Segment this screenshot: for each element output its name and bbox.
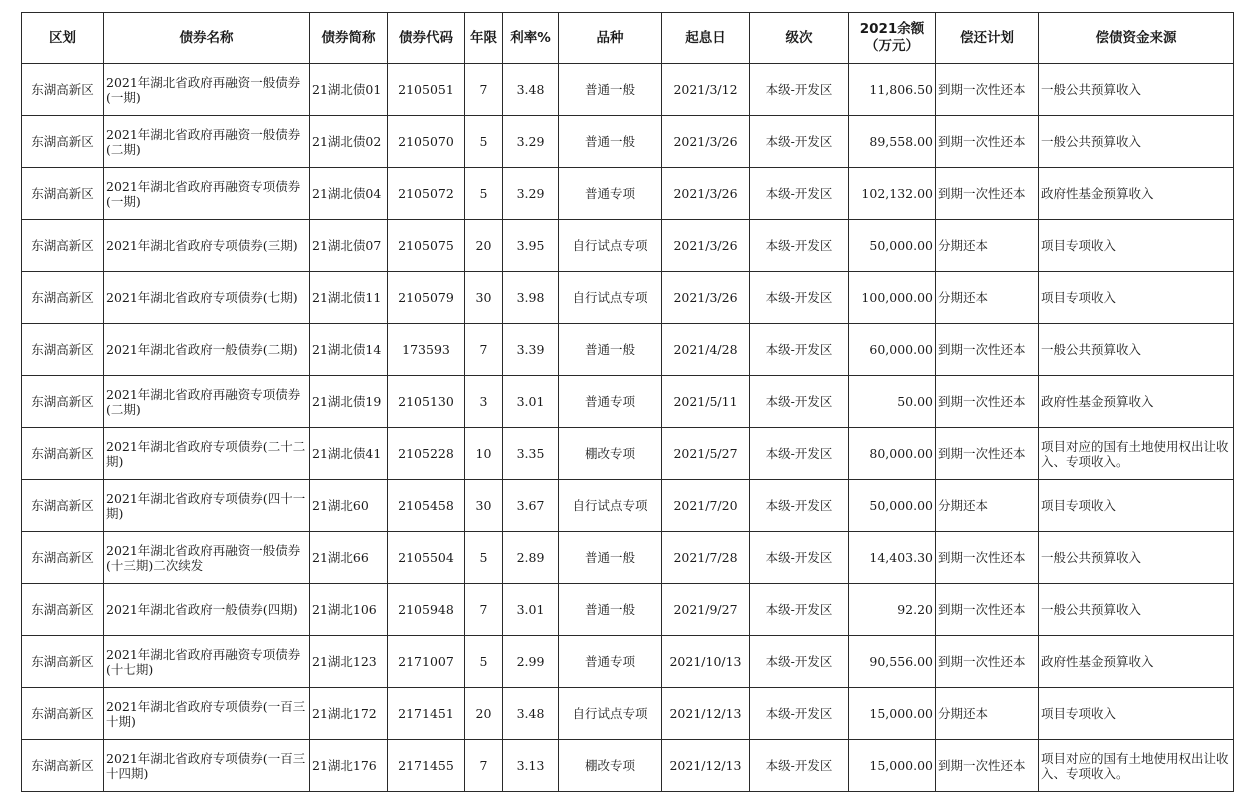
cell-bond-name: 2021年湖北省政府一般债券(二期) <box>104 324 310 376</box>
cell-level: 本级-开发区 <box>750 116 849 168</box>
cell-level: 本级-开发区 <box>750 272 849 324</box>
cell-category: 自行试点专项 <box>559 480 662 532</box>
cell-bond-name: 2021年湖北省政府专项债券(二十二期) <box>104 428 310 480</box>
cell-short-name: 21湖北债02 <box>310 116 388 168</box>
cell-fund-source: 项目专项收入 <box>1039 272 1234 324</box>
cell-level: 本级-开发区 <box>750 480 849 532</box>
cell-district: 东湖高新区 <box>22 584 104 636</box>
cell-fund-source: 一般公共预算收入 <box>1039 64 1234 116</box>
header-fund-source: 偿债资金来源 <box>1039 13 1234 64</box>
cell-start-date: 2021/5/27 <box>662 428 750 480</box>
table-row <box>22 220 1234 272</box>
header-code: 债券代码 <box>388 13 465 64</box>
cell-term: 5 <box>465 636 503 688</box>
cell-short-name: 21湖北债04 <box>310 168 388 220</box>
header-category: 品种 <box>559 13 662 64</box>
cell-category: 普通一般 <box>559 532 662 584</box>
cell-bond-name: 2021年湖北省政府专项债券(一百三十期) <box>104 688 310 740</box>
cell-repay-plan: 到期一次性还本 <box>936 324 1039 376</box>
cell-fund-source: 一般公共预算收入 <box>1039 532 1234 584</box>
cell-district: 东湖高新区 <box>22 532 104 584</box>
cell-category: 棚改专项 <box>559 740 662 792</box>
cell-level: 本级-开发区 <box>750 376 849 428</box>
cell-bond-name: 2021年湖北省政府专项债券(四十一期) <box>104 480 310 532</box>
cell-short-name: 21湖北60 <box>310 480 388 532</box>
cell-balance: 15,000.00 <box>849 688 936 740</box>
cell-start-date: 2021/5/11 <box>662 376 750 428</box>
cell-short-name: 21湖北债01 <box>310 64 388 116</box>
cell-level: 本级-开发区 <box>750 168 849 220</box>
cell-repay-plan: 到期一次性还本 <box>936 64 1039 116</box>
cell-code: 173593 <box>388 324 465 376</box>
cell-category: 普通一般 <box>559 64 662 116</box>
cell-district: 东湖高新区 <box>22 428 104 480</box>
cell-balance: 100,000.00 <box>849 272 936 324</box>
cell-bond-name: 2021年湖北省政府再融资专项债券(二期) <box>104 376 310 428</box>
cell-balance: 80,000.00 <box>849 428 936 480</box>
table-header-row <box>22 13 1234 64</box>
cell-fund-source: 项目专项收入 <box>1039 688 1234 740</box>
cell-bond-name: 2021年湖北省政府专项债券(三期) <box>104 220 310 272</box>
cell-level: 本级-开发区 <box>750 688 849 740</box>
cell-repay-plan: 到期一次性还本 <box>936 116 1039 168</box>
cell-start-date: 2021/3/26 <box>662 220 750 272</box>
cell-term: 5 <box>465 168 503 220</box>
table-row <box>22 636 1234 688</box>
cell-code: 2105130 <box>388 376 465 428</box>
cell-level: 本级-开发区 <box>750 740 849 792</box>
cell-short-name: 21湖北债19 <box>310 376 388 428</box>
cell-rate: 3.35 <box>503 428 559 480</box>
cell-term: 20 <box>465 220 503 272</box>
header-term: 年限 <box>465 13 503 64</box>
cell-rate: 3.48 <box>503 64 559 116</box>
cell-start-date: 2021/3/26 <box>662 168 750 220</box>
cell-short-name: 21湖北106 <box>310 584 388 636</box>
cell-code: 2105948 <box>388 584 465 636</box>
cell-balance: 11,806.50 <box>849 64 936 116</box>
cell-category: 棚改专项 <box>559 428 662 480</box>
cell-fund-source: 一般公共预算收入 <box>1039 116 1234 168</box>
cell-repay-plan: 到期一次性还本 <box>936 532 1039 584</box>
cell-short-name: 21湖北债41 <box>310 428 388 480</box>
cell-term: 20 <box>465 688 503 740</box>
cell-level: 本级-开发区 <box>750 532 849 584</box>
cell-rate: 2.89 <box>503 532 559 584</box>
cell-short-name: 21湖北66 <box>310 532 388 584</box>
cell-code: 2171451 <box>388 688 465 740</box>
cell-code: 2105504 <box>388 532 465 584</box>
header-rate: 利率% <box>503 13 559 64</box>
header-short-name: 债券简称 <box>310 13 388 64</box>
cell-start-date: 2021/3/12 <box>662 64 750 116</box>
table-row <box>22 324 1234 376</box>
cell-rate: 3.13 <box>503 740 559 792</box>
cell-short-name: 21湖北债07 <box>310 220 388 272</box>
cell-term: 30 <box>465 272 503 324</box>
cell-code: 2105070 <box>388 116 465 168</box>
cell-fund-source: 项目对应的国有土地使用权出让收入、专项收入。 <box>1039 740 1234 792</box>
cell-rate: 3.95 <box>503 220 559 272</box>
cell-rate: 3.01 <box>503 376 559 428</box>
table-row <box>22 480 1234 532</box>
cell-balance: 92.20 <box>849 584 936 636</box>
cell-district: 东湖高新区 <box>22 116 104 168</box>
cell-district: 东湖高新区 <box>22 740 104 792</box>
cell-bond-name: 2021年湖北省政府一般债券(四期) <box>104 584 310 636</box>
cell-term: 7 <box>465 740 503 792</box>
bond-table-sheet <box>21 12 1233 786</box>
cell-rate: 3.01 <box>503 584 559 636</box>
cell-bond-name: 2021年湖北省政府再融资专项债券(十七期) <box>104 636 310 688</box>
cell-category: 普通一般 <box>559 584 662 636</box>
cell-start-date: 2021/3/26 <box>662 116 750 168</box>
cell-level: 本级-开发区 <box>750 584 849 636</box>
cell-term: 3 <box>465 376 503 428</box>
cell-district: 东湖高新区 <box>22 688 104 740</box>
cell-term: 10 <box>465 428 503 480</box>
cell-term: 5 <box>465 532 503 584</box>
cell-term: 30 <box>465 480 503 532</box>
cell-fund-source: 政府性基金预算收入 <box>1039 168 1234 220</box>
table-row <box>22 688 1234 740</box>
cell-code: 2105458 <box>388 480 465 532</box>
cell-balance: 50.00 <box>849 376 936 428</box>
cell-district: 东湖高新区 <box>22 272 104 324</box>
cell-repay-plan: 到期一次性还本 <box>936 376 1039 428</box>
table-row <box>22 116 1234 168</box>
cell-level: 本级-开发区 <box>750 220 849 272</box>
cell-code: 2105228 <box>388 428 465 480</box>
cell-district: 东湖高新区 <box>22 324 104 376</box>
cell-level: 本级-开发区 <box>750 428 849 480</box>
cell-rate: 3.29 <box>503 116 559 168</box>
cell-code: 2105079 <box>388 272 465 324</box>
cell-balance: 14,403.30 <box>849 532 936 584</box>
cell-balance: 89,558.00 <box>849 116 936 168</box>
cell-category: 自行试点专项 <box>559 688 662 740</box>
header-district: 区划 <box>22 13 104 64</box>
cell-rate: 3.67 <box>503 480 559 532</box>
cell-category: 普通专项 <box>559 376 662 428</box>
cell-category: 普通专项 <box>559 636 662 688</box>
cell-balance: 50,000.00 <box>849 480 936 532</box>
cell-rate: 3.39 <box>503 324 559 376</box>
cell-category: 普通一般 <box>559 324 662 376</box>
bond-table <box>21 12 1234 792</box>
table-row <box>22 532 1234 584</box>
cell-fund-source: 政府性基金预算收入 <box>1039 376 1234 428</box>
cell-balance: 50,000.00 <box>849 220 936 272</box>
cell-start-date: 2021/10/13 <box>662 636 750 688</box>
cell-rate: 3.29 <box>503 168 559 220</box>
header-bond-name: 债券名称 <box>104 13 310 64</box>
cell-bond-name: 2021年湖北省政府再融资专项债券(一期) <box>104 168 310 220</box>
cell-district: 东湖高新区 <box>22 480 104 532</box>
cell-repay-plan: 到期一次性还本 <box>936 428 1039 480</box>
cell-short-name: 21湖北123 <box>310 636 388 688</box>
header-start-date: 起息日 <box>662 13 750 64</box>
cell-code: 2171455 <box>388 740 465 792</box>
cell-repay-plan: 到期一次性还本 <box>936 740 1039 792</box>
cell-short-name: 21湖北债14 <box>310 324 388 376</box>
cell-term: 7 <box>465 64 503 116</box>
cell-start-date: 2021/4/28 <box>662 324 750 376</box>
table-row <box>22 584 1234 636</box>
cell-repay-plan: 到期一次性还本 <box>936 636 1039 688</box>
cell-fund-source: 项目对应的国有土地使用权出让收入、专项收入。 <box>1039 428 1234 480</box>
cell-fund-source: 政府性基金预算收入 <box>1039 636 1234 688</box>
cell-code: 2105072 <box>388 168 465 220</box>
cell-start-date: 2021/12/13 <box>662 688 750 740</box>
table-row <box>22 428 1234 480</box>
cell-bond-name: 2021年湖北省政府专项债券(一百三十四期) <box>104 740 310 792</box>
cell-category: 普通专项 <box>559 168 662 220</box>
cell-repay-plan: 分期还本 <box>936 220 1039 272</box>
table-row <box>22 64 1234 116</box>
cell-district: 东湖高新区 <box>22 636 104 688</box>
header-balance-line1: 2021余额 <box>859 21 925 37</box>
cell-balance: 102,132.00 <box>849 168 936 220</box>
cell-term: 7 <box>465 324 503 376</box>
cell-fund-source: 项目专项收入 <box>1039 220 1234 272</box>
cell-repay-plan: 到期一次性还本 <box>936 584 1039 636</box>
cell-repay-plan: 到期一次性还本 <box>936 168 1039 220</box>
cell-code: 2105075 <box>388 220 465 272</box>
cell-bond-name: 2021年湖北省政府专项债券(七期) <box>104 272 310 324</box>
cell-district: 东湖高新区 <box>22 64 104 116</box>
cell-fund-source: 项目专项收入 <box>1039 480 1234 532</box>
cell-district: 东湖高新区 <box>22 376 104 428</box>
cell-bond-name: 2021年湖北省政府再融资一般债券(二期) <box>104 116 310 168</box>
cell-code: 2105051 <box>388 64 465 116</box>
cell-code: 2171007 <box>388 636 465 688</box>
table-row <box>22 376 1234 428</box>
cell-level: 本级-开发区 <box>750 636 849 688</box>
cell-term: 5 <box>465 116 503 168</box>
cell-term: 7 <box>465 584 503 636</box>
table-row <box>22 740 1234 792</box>
cell-balance: 15,000.00 <box>849 740 936 792</box>
table-row <box>22 272 1234 324</box>
cell-rate: 2.99 <box>503 636 559 688</box>
cell-balance: 60,000.00 <box>849 324 936 376</box>
cell-category: 自行试点专项 <box>559 220 662 272</box>
cell-start-date: 2021/12/13 <box>662 740 750 792</box>
table-body <box>22 64 1234 792</box>
cell-bond-name: 2021年湖北省政府再融资一般债券(一期) <box>104 64 310 116</box>
header-repay-plan: 偿还计划 <box>936 13 1039 64</box>
cell-short-name: 21湖北176 <box>310 740 388 792</box>
table-row <box>22 168 1234 220</box>
cell-start-date: 2021/7/20 <box>662 480 750 532</box>
cell-rate: 3.48 <box>503 688 559 740</box>
cell-fund-source: 一般公共预算收入 <box>1039 324 1234 376</box>
cell-level: 本级-开发区 <box>750 64 849 116</box>
cell-category: 自行试点专项 <box>559 272 662 324</box>
cell-balance: 90,556.00 <box>849 636 936 688</box>
cell-short-name: 21湖北172 <box>310 688 388 740</box>
cell-short-name: 21湖北债11 <box>310 272 388 324</box>
cell-level: 本级-开发区 <box>750 324 849 376</box>
header-level: 级次 <box>750 13 849 64</box>
cell-fund-source: 一般公共预算收入 <box>1039 584 1234 636</box>
header-balance <box>849 13 936 64</box>
cell-start-date: 2021/3/26 <box>662 272 750 324</box>
cell-district: 东湖高新区 <box>22 220 104 272</box>
header-balance-line2: （万元） <box>865 38 919 54</box>
cell-repay-plan: 分期还本 <box>936 272 1039 324</box>
cell-category: 普通一般 <box>559 116 662 168</box>
cell-repay-plan: 分期还本 <box>936 480 1039 532</box>
cell-repay-plan: 分期还本 <box>936 688 1039 740</box>
cell-start-date: 2021/9/27 <box>662 584 750 636</box>
cell-rate: 3.98 <box>503 272 559 324</box>
cell-district: 东湖高新区 <box>22 168 104 220</box>
cell-start-date: 2021/7/28 <box>662 532 750 584</box>
cell-bond-name: 2021年湖北省政府再融资一般债券(十三期)二次续发 <box>104 532 310 584</box>
